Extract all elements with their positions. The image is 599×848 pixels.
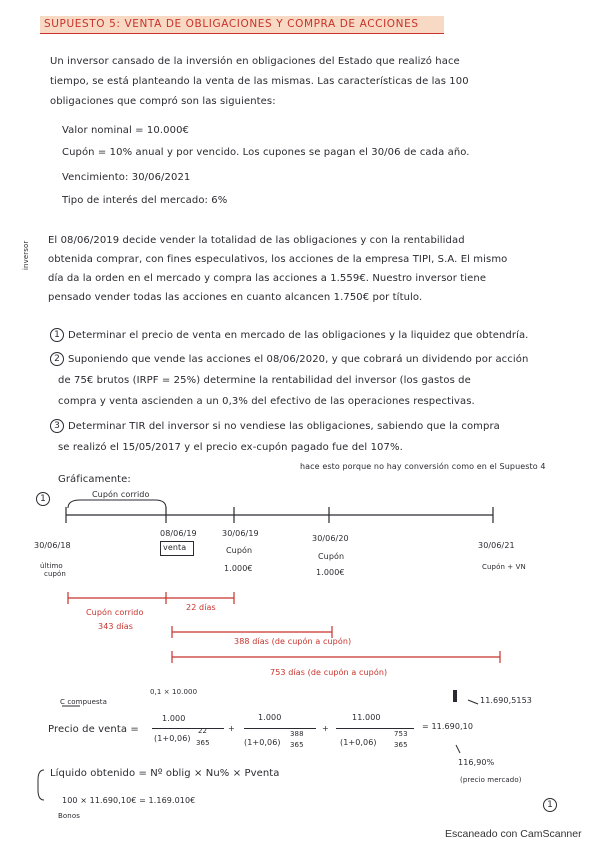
- plus-1: +: [228, 724, 235, 733]
- point-2-date: 08/06/19: [160, 529, 197, 538]
- term-2-exp-num: 388: [290, 730, 304, 738]
- point-3-date: 30/06/19: [222, 529, 259, 538]
- intro-line-1: Un inversor cansado de la inversión en obligaciones del Estado que realizó hace: [50, 56, 460, 67]
- term-2-exp-den: 365: [290, 741, 304, 749]
- point-5-date: 30/06/21: [478, 541, 515, 550]
- term-3-exp-den: 365: [394, 741, 408, 749]
- span-cupon-corrido: Cupón corrido: [86, 608, 144, 617]
- term-3-num: 11.000: [352, 713, 381, 722]
- formula-result-right: 11.690,5153: [480, 696, 532, 705]
- formula-label: Precio de venta =: [48, 724, 139, 735]
- graph-label: Gráficamente:: [58, 474, 131, 485]
- question-3-line-2: se realizó el 15/05/2017 y el precio ex-cupón pagado fue del 107%.: [58, 442, 403, 453]
- point-1-sub-2: cupón: [44, 570, 66, 578]
- point-3-sub-2: 1.000€: [224, 564, 253, 573]
- point-2-sub: venta: [163, 543, 187, 552]
- page-number: 1: [543, 798, 557, 812]
- point-5-sub: Cupón + VN: [482, 563, 526, 571]
- intro-line-3: obligaciones que compró son las siguientes:: [50, 96, 276, 107]
- formula-top-note: 0,1 × 10.000: [150, 688, 198, 696]
- scenario-line-1: El 08/06/2019 decide vender la totalidad de las obligaciones y con la rentabilidad: [48, 235, 465, 246]
- question-1-number: 1: [50, 328, 64, 342]
- scenario-line-2: obtenida comprar, con fines especulativos, los acciones de la empresa TIPI, S.A. El mismo: [48, 254, 508, 265]
- formula-percent: 116,90%: [458, 758, 495, 767]
- term-1-bar: [152, 728, 224, 729]
- term-3-bar: [336, 728, 414, 729]
- term-1-num: 1.000: [162, 714, 186, 723]
- scenario-line-4: pensado vender todas las acciones en cuanto alcancen 1.750€ por título.: [48, 292, 423, 303]
- scanner-footer: Escaneado con CamScanner: [445, 828, 582, 840]
- term-2-num: 1.000: [258, 713, 282, 722]
- point-1-date: 30/06/18: [34, 541, 71, 550]
- feature-nominal: Valor nominal = 10.000€: [62, 125, 189, 136]
- feature-vencimiento: Vencimiento: 30/06/2021: [62, 172, 191, 183]
- liquido-calc: 100 × 11.690,10€ = 1.169.010€: [62, 796, 196, 805]
- term-3-exp-num: 753: [394, 730, 408, 738]
- graph-note: hace esto porque no hay conversión como en el Supuesto 4: [300, 462, 546, 471]
- formula-result: = 11.690,10: [422, 722, 474, 731]
- feature-cupon: Cupón = 10% anual y por vencido. Los cupones se pagan el 30/06 de cada año.: [62, 147, 470, 158]
- scenario-line-3: día da la orden en el mercado y compra las acciones a 1.559€. Nuestro inversor tiene: [48, 273, 487, 284]
- question-3-number: 3: [50, 419, 64, 433]
- point-3-sub-1: Cupón: [226, 546, 253, 555]
- question-2-line-1: Suponiendo que vende las acciones el 08/06/2020, y que cobrará un dividendo por acción: [68, 354, 529, 365]
- section-1-number: 1: [36, 492, 50, 506]
- liquido-label: Líquido obtenido = Nº oblig × Nu% × Pventa: [50, 768, 280, 779]
- question-2-line-3: compra y venta ascienden a un 0,3% del efectivo de las operaciones respectivas.: [58, 396, 475, 407]
- question-2-number: 2: [50, 352, 64, 366]
- term-2-den: (1+0,06): [244, 738, 281, 747]
- span-343: 343 días: [98, 622, 133, 631]
- page-title: SUPUESTO 5: VENTA DE OBLIGACIONES Y COMPRA DE ACCIONES: [44, 18, 419, 30]
- term-1-den: (1+0,06): [154, 734, 191, 743]
- span-753: 753 días (de cupón a cupón): [270, 668, 388, 677]
- side-note: inversor: [22, 240, 30, 270]
- span-388: 388 días (de cupón a cupón): [234, 637, 352, 646]
- term-1-exp-den: 365: [196, 739, 210, 747]
- question-1-line-1: Determinar el precio de venta en mercado de las obligaciones y la liquidez que obtendría.: [68, 330, 529, 341]
- point-4-sub-2: 1.000€: [316, 568, 345, 577]
- plus-2: +: [322, 724, 329, 733]
- span-22: 22 días: [186, 603, 216, 612]
- point-1-sub-1: último: [40, 562, 63, 570]
- cupon-corrido-top-label: Cupón corrido: [92, 490, 150, 499]
- compuesta-note: C compuesta: [60, 698, 108, 706]
- liquido-sub: Bonos: [58, 812, 80, 820]
- question-3-line-1: Determinar TIR del inversor si no vendiese las obligaciones, sabiendo que la compra: [68, 421, 500, 432]
- term-1-exp-num: 22: [198, 727, 208, 735]
- question-2-line-2: de 75€ brutos (IRPF = 25%) determine la rentabilidad del inversor (los gastos de: [58, 375, 471, 386]
- feature-tipo: Tipo de interés del mercado: 6%: [62, 195, 228, 206]
- intro-line-2: tiempo, se está planteando la venta de las mismas. Las características de las 100: [50, 76, 469, 87]
- point-4-date: 30/06/20: [312, 534, 349, 543]
- term-3-den: (1+0,06): [340, 738, 377, 747]
- term-2-bar: [244, 728, 316, 729]
- point-4-sub-1: Cupón: [318, 552, 345, 561]
- formula-percent-note: (precio mercado): [460, 776, 522, 784]
